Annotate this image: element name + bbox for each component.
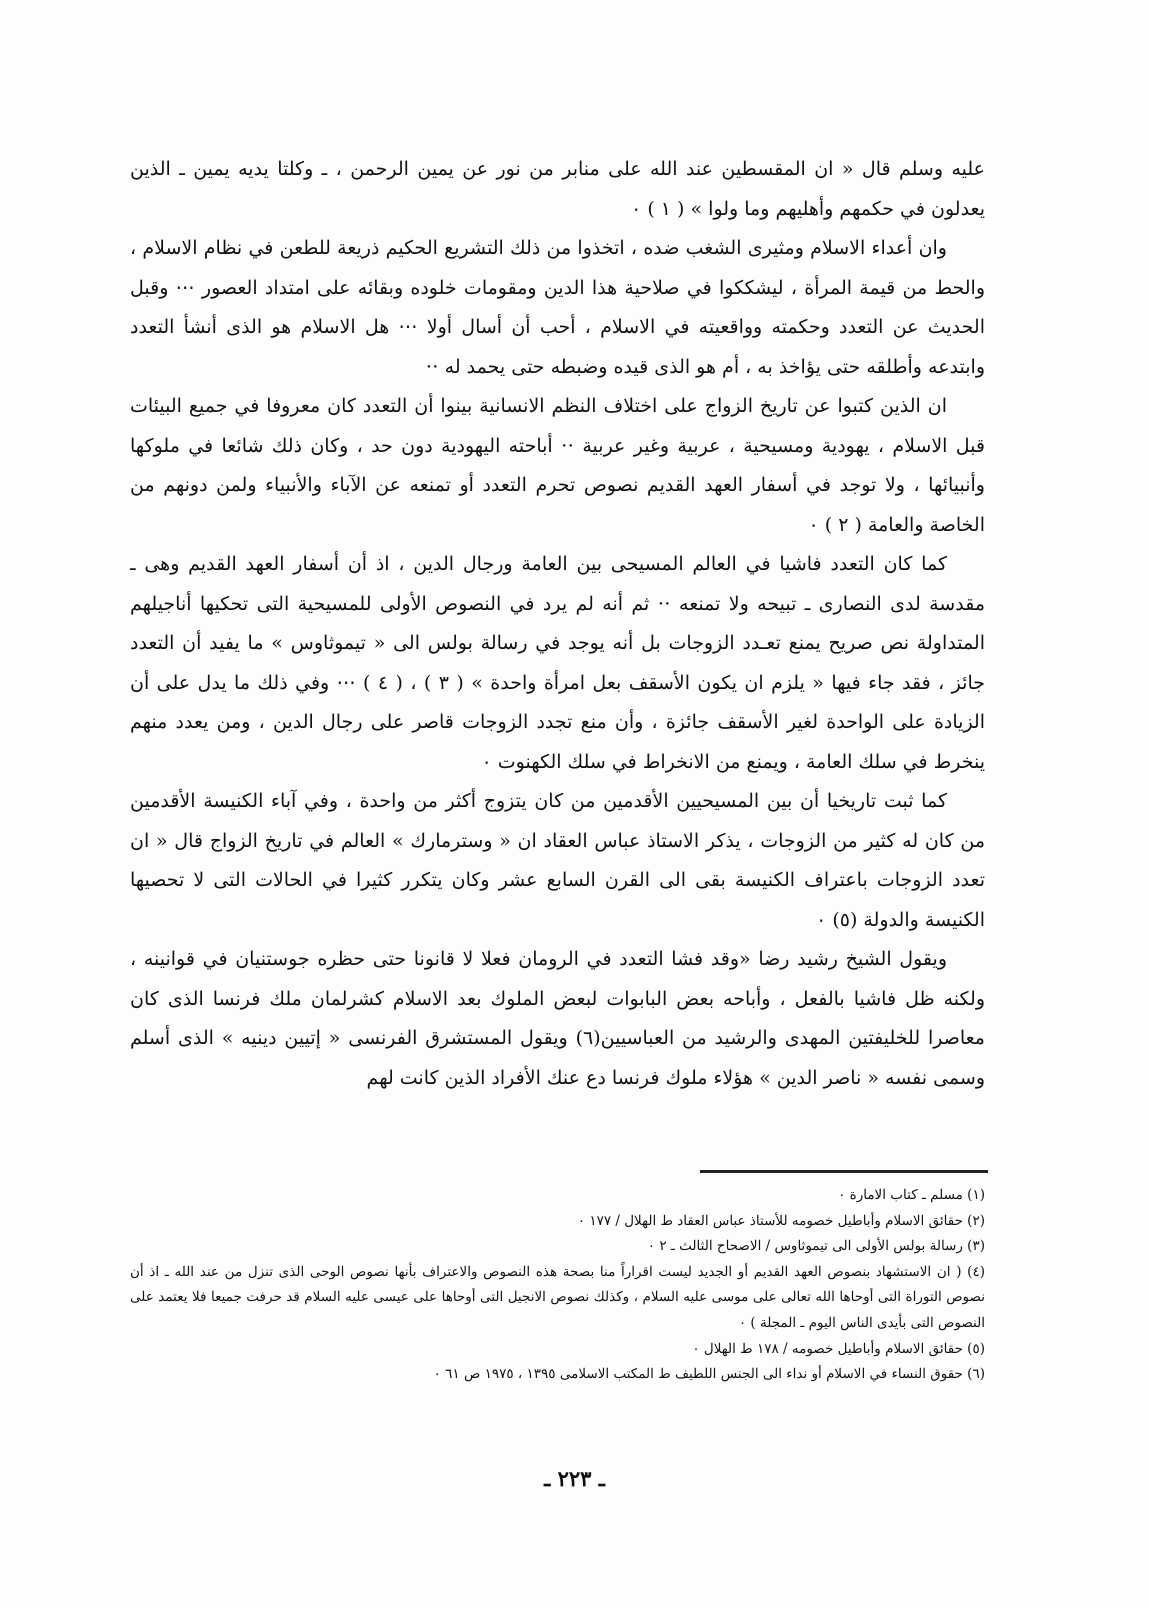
paragraph-5: كما ثبت تاريخيا أن بين المسيحيين الأقدمين من كان يتزوج أكثر من واحدة ، وفي آباء الكنيسة الأقدمين من كان له كثير من الزوجات ، يذكر الاستاذ عباس العقاد ان « وسترمارك » العالم في تاريخ الزواج قال « ان تعدد الزوجات باعتراف الكنيسة بقى الى القرن السابع عشر وكان يتكرر كثيرا في الحالات التى لا تحصيها الكنيسة والدولة (٥) ٠ — [130, 790, 985, 931]
footnote-divider — [700, 1170, 988, 1173]
paragraph-1: عليه وسلم قال « ان المقسطين عند الله على منابر من نور عن يمين الرحمن ، ـ وكلتا يديه يمين ـ الذين يعدلون في حكمهم وأهليهم وما ولوا » ( ١ ) ٠ — [130, 158, 985, 220]
body-text — [130, 150, 985, 1098]
footnote-6: (٦) حقوق النساء في الاسلام أو نداء الى الجنس اللطيف ط المكتب الاسلامى ١٣٩٥ ، ١٩٧٥ ص ٦١ ٠ — [433, 1366, 985, 1383]
footnote-5: (٥) حقائق الاسلام وأباطيل خصومه / ١٧٨ ط الهلال ٠ — [692, 1340, 985, 1357]
footnote-4: (٤) ( ان الاستشهاد بنصوص العهد القديم أو الجديد ليست اقراراً منا بصحة هذه النصوص والاعتراف بأنها نصوص الوحى الذى تنزل من عند الله ـ اذ أن نصوص التوراة التى أوحاها الله تعالى على موسى عليه السلام ، وكذلك نصوص الانجيل التى أوحاها على عيسى عليه السلام قد حرفت جميعا فلا يعتمد على النصوص التى بأيدى الناس اليوم ـ المجلة ) ٠ — [130, 1263, 985, 1331]
paragraph-6: ويقول الشيخ رشيد رضا «وقد فشا التعدد في الرومان فعلا لا قانونا حتى حظره جوستنيان في قوانينه ، ولكنه ظل فاشيا بالفعل ، وأباحه بعض البابوات لبعض الملوك بعد الاسلام كشرلمان ملك فرنسا الذى كان معاصرا للخليفتين المهدى والرشيد من العباسيين(٦) ويقول المستشرق الفرنسى « إتيين دينيه » الذى أسلم وسمى نفسه « ناصر الدين » هؤلاء ملوك فرنسا دع عنك الأفراد الذين كانت لهم — [130, 948, 985, 1089]
paragraph-2: وان أعداء الاسلام ومثيرى الشغب ضده ، اتخذوا من ذلك التشريع الحكيم ذريعة للطعن في نظام الاسلام ، والحط من قيمة المرأة ، ليشككوا في صلاحية هذا الدين ومقومات خلوده وبقائه على امتداد العصور ⋯ وقبل الحديث عن التعدد وحكمته وواقعيته في الاسلام ، أحب أن أسال أولا ⋯ هل الاسلام هو الذى أنشأ التعدد وابتدعه وأطلقه حتى يؤاخذ به ، أم هو الذى قيده وضبطه حتى يحمد له ⋅⋅ — [130, 237, 985, 378]
paragraph-4: كما كان التعدد فاشيا في العالم المسيحى بين العامة ورجال الدين ، اذ أن أسفار العهد القديم وهى ـ مقدسة لدى النصارى ـ تبيحه ولا تمنعه ⋅⋅ ثم أنه لم يرد في النصوص الأولى للمسيحية التى تحكيها أناجيلهم المتداولة نص صريح يمنع تعـدد الزوجات بل أنه يوجد في رسالة بولس الى « تيموثاوس » ما يفيد أن التعدد جائز ، فقد جاء فيها « يلزم ان يكون الأسقف بعل امرأة واحدة » ( ٣ ) ، ( ٤ ) ⋯ وفي ذلك ما يدل على أن الزيادة على الواحدة لغير الأسقف جائزة ، وأن منع تجدد الزوجات قاصر على رجال الدين ، ومن يعدد منهم ينخرط في سلك العامة ، ويمنع من الانخراط في سلك الكهنوت ٠ — [130, 553, 985, 773]
footnotes — [130, 1183, 985, 1388]
footnote-3: (٣) رسالة بولس الأولى الى تيموثاوس / الاصحاح الثالث ـ ٢ ٠ — [647, 1238, 985, 1255]
footnote-2: (٢) حقائق الاسلام وأباطيل خصومه للأستاذ عباس العقاد ط الهلال / ١٧٧ ٠ — [577, 1212, 985, 1229]
paragraph-3: ان الذين كتبوا عن تاريخ الزواج على اختلاف النظم الانسانية بينوا أن التعدد كان معروفا في جميع البيئات قبل الاسلام ، يهودية ومسيحية ، عربية وغير عربية ⋅⋅ أباحته اليهودية دون حد ، وكان ذلك شائعا في ملوكها وأنبيائها ، ولا توجد في أسفار العهد القديم نصوص تحرم التعدد أو تمنعه عن الآباء والأنبياء ولمن دونهم من الخاصة والعامة ( ٢ ) ٠ — [130, 395, 985, 536]
footnote-1: (١) مسلم ـ كتاب الامارة ٠ — [838, 1187, 985, 1203]
page-number: ـ ٢٢٣ ـ — [544, 1466, 605, 1491]
